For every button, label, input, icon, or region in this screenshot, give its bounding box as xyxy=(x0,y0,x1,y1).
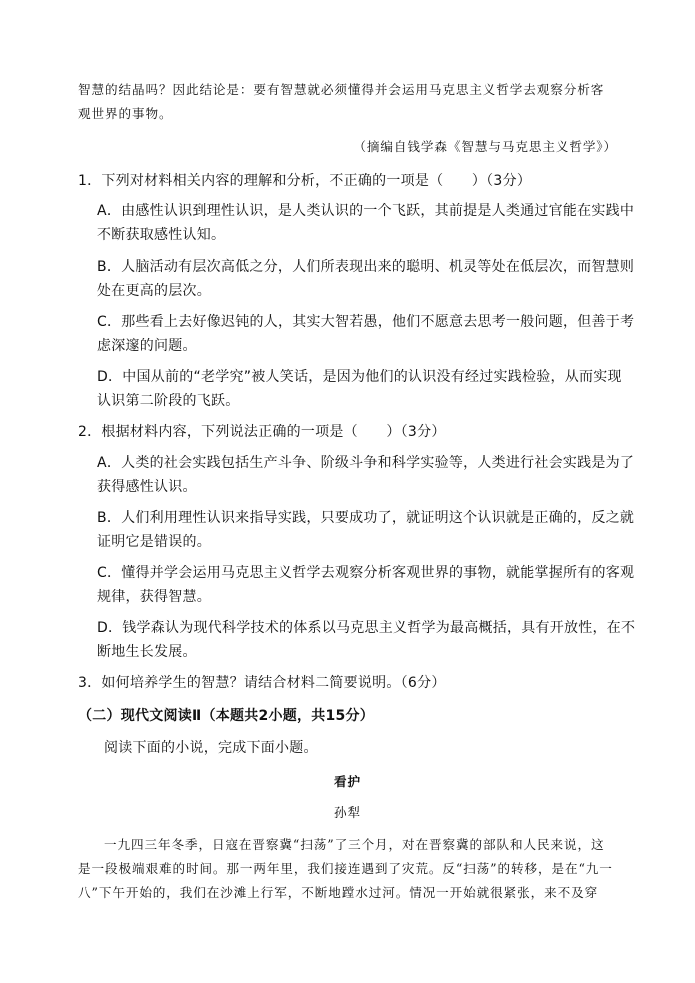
q2-option-a: A．人类的社会实践包括生产斗争、阶级斗争和科学实验等，人类进行社会实践是为了 xyxy=(97,455,635,471)
q1-option-b-cont: 处在更高的层次。 xyxy=(97,283,211,299)
q2-option-b-cont: 证明它是错误的。 xyxy=(97,534,211,550)
q1-option-a-cont: 不断获取感性认知。 xyxy=(97,227,226,243)
q1-option-b: B．人脑活动有层次高低之分，人们所表现出来的聪明、机灵等处在低层次，而智慧则 xyxy=(97,259,635,275)
question-2-stem: 2．根据材料内容，下列说法正确的一项是（ ）（3分） xyxy=(78,424,446,440)
q1-option-c-cont: 虑深邃的问题。 xyxy=(97,338,197,354)
story-paragraph-line: 一九四三年冬季，日寇在晋察冀“扫荡”了三个月，对在晋察冀的部队和人民来说，这 xyxy=(104,837,605,852)
q2-option-d: D．钱学森认为现代科学技术的体系以马克思主义哲学为最高概括，具有开放性，在不 xyxy=(97,620,636,636)
q2-option-b: B．人们利用理性认识来指导实践，只要成功了，就证明这个认识就是正确的，反之就 xyxy=(97,510,635,526)
section-instruction: 阅读下面的小说，完成下面小题。 xyxy=(104,740,318,756)
q1-option-a: A．由感性认识到理性认识，是人类认识的一个飞跃，其前提是人类通过官能在实践中 xyxy=(97,203,635,219)
story-paragraph-line: 八”下午开始的，我们在沙滩上行军，不断地蹚水过河。情况一开始就很紧张，来不及穿 xyxy=(78,885,599,900)
story-author: 孙犁 xyxy=(334,805,361,820)
q2-option-a-cont: 获得感性认识。 xyxy=(97,479,197,495)
section-heading: （二）现代文阅读Ⅱ（本题共2小题，共15分） xyxy=(78,708,374,724)
q2-option-c-cont: 规律，获得智慧。 xyxy=(97,589,211,605)
passage-source: （摘编自钱学森《智慧与马克思主义哲学》） xyxy=(353,139,617,154)
q1-option-d: D．中国从前的“老学究”被人笑话，是因为他们的认识没有经过实践检验，从而实现 xyxy=(97,369,622,385)
q1-option-c: C．那些看上去好像迟钝的人，其实大智若愚，他们不愿意去思考一般问题，但善于考 xyxy=(97,314,635,330)
passage-line: 观世界的事物。 xyxy=(78,106,173,121)
q1-option-d-cont: 认识第二阶段的飞跃。 xyxy=(97,393,240,409)
q2-option-d-cont: 断地生长发展。 xyxy=(97,644,197,660)
story-title: 看护 xyxy=(334,774,361,789)
question-1-stem: 1．下列对材料相关内容的理解和分析，不正确的一项是（ ）（3分） xyxy=(78,173,532,189)
question-3-stem: 3．如何培养学生的智慧？请结合材料二简要说明。（6分） xyxy=(78,675,446,691)
passage-line: 智慧的结晶吗？因此结论是：要有智慧就必须懂得并会运用马克思主义哲学去观察分析客 xyxy=(78,82,605,97)
q2-option-c: C．懂得并学会运用马克思主义哲学去观察分析客观世界的事物，就能掌握所有的客观 xyxy=(97,565,635,581)
story-paragraph-line: 是一段极端艰难的时间。那一两年里，我们接连遇到了灾荒。反“扫荡”的转移，是在“九一 xyxy=(78,861,613,876)
